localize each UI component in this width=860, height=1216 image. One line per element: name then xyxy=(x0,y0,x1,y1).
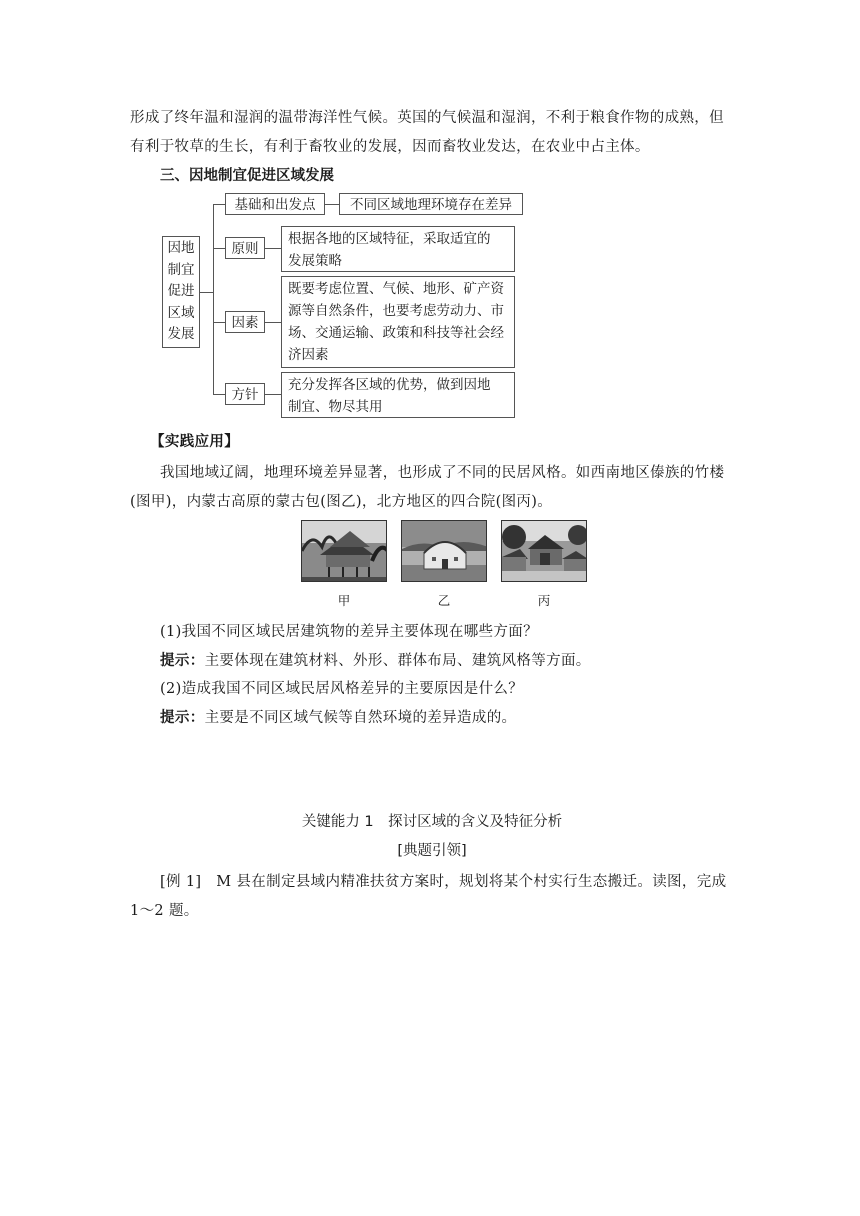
root-box xyxy=(162,236,200,348)
answer-1-text: 主要体现在建筑材料、外形、群体布局、建筑风格等方面。 xyxy=(204,653,591,669)
root-line: 发展 xyxy=(167,326,195,342)
branch-2 xyxy=(213,248,225,249)
caption-bing: 丙 xyxy=(537,593,551,608)
caption-jia: 甲 xyxy=(337,593,351,608)
basis-connector xyxy=(325,204,339,205)
factors-line: 源等自然条件，也要考虑劳动力、市 xyxy=(288,303,504,319)
intro-line-2: 有利于牧草的生长，有利于畜牧业的发展，因而畜牧业发达，在农业中占主体。 xyxy=(130,139,650,155)
answer-1 xyxy=(160,649,734,670)
question-2: (2)造成我国不同区域民居风格差异的主要原因是什么？ xyxy=(160,681,524,697)
principle-line: 发展策略 xyxy=(288,253,342,269)
example-line-1 xyxy=(160,870,734,891)
section-3-title: 三、因地制宜促进区域发展 xyxy=(160,168,334,184)
root-line: 制宜 xyxy=(167,261,195,278)
practice-para-1: 我国地域辽阔，地理环境差异显著，也形成了不同的民居风格。如西南地区傣族的竹楼 xyxy=(160,465,725,481)
policy-line: 制宜、物尽其用 xyxy=(288,399,383,415)
root-connector xyxy=(200,292,213,293)
answer-2 xyxy=(160,706,734,727)
basis-label-box: 基础和出发点 xyxy=(225,193,325,215)
principle-line: 根据各地的区域特征，采取适宜的 xyxy=(288,231,491,247)
root-line: 促进 xyxy=(167,283,195,299)
factors-line: 既要考虑位置、气候、地形、矿产资 xyxy=(288,281,504,297)
factors-line: 场、交通运输、政策和科技等社会经 xyxy=(288,325,504,341)
branch-4 xyxy=(213,394,225,395)
hint-label: 提示： xyxy=(160,710,205,726)
branch-3 xyxy=(213,322,225,323)
policy-connector xyxy=(265,394,281,395)
courtyard-house-photo xyxy=(501,520,587,582)
example-label: [例 1] xyxy=(160,874,202,890)
question-1: (1)我国不同区域民居建筑物的差异主要体现在哪些方面？ xyxy=(160,624,538,640)
intro-line-1: 形成了终年温和湿润的温带海洋性气候。英国的气候温和湿润，不利于粮食作物的成熟，但 xyxy=(130,110,724,126)
factors-label-box: 因素 xyxy=(225,311,265,333)
hint-label: 提示： xyxy=(160,653,205,669)
principle-text-box xyxy=(281,226,515,272)
branch-1 xyxy=(213,204,225,205)
concept-diagram xyxy=(158,192,523,422)
mongolian-yurt-photo xyxy=(401,520,487,582)
practice-title: 【实践应用】 xyxy=(150,434,240,450)
principle-label-box: 原则 xyxy=(225,237,265,259)
key-ability-title: 关键能力 1 探讨区域的含义及特征分析 xyxy=(301,814,563,830)
key-ability-subtitle: [典题引领] xyxy=(397,843,467,859)
practice-para-2: (图甲)，内蒙古高原的蒙古包(图乙)，北方地区的四合院(图丙)。 xyxy=(130,494,553,510)
branch-trunk xyxy=(213,204,214,394)
dai-bamboo-house-photo xyxy=(301,520,387,582)
example-line-2: 1～2 题。 xyxy=(130,903,199,919)
answer-2-text: 主要是不同区域气候等自然环境的差异造成的。 xyxy=(204,710,517,726)
policy-text-box xyxy=(281,372,515,418)
root-line: 因地 xyxy=(167,240,195,256)
principle-connector xyxy=(265,248,281,249)
caption-yi: 乙 xyxy=(437,593,451,608)
factors-text-box xyxy=(281,276,515,368)
example-text: M 县在制定县域内精准扶贫方案时，规划将某个村实行生态搬迁。读图，完成 xyxy=(201,874,727,890)
policy-label-box: 方针 xyxy=(225,383,265,405)
root-line: 区域 xyxy=(167,304,195,321)
basis-text-box: 不同区域地理环境存在差异 xyxy=(339,193,523,215)
factors-line: 济因素 xyxy=(288,347,329,363)
policy-line: 充分发挥各区域的优势，做到因地 xyxy=(288,377,491,393)
factors-connector xyxy=(265,322,281,323)
